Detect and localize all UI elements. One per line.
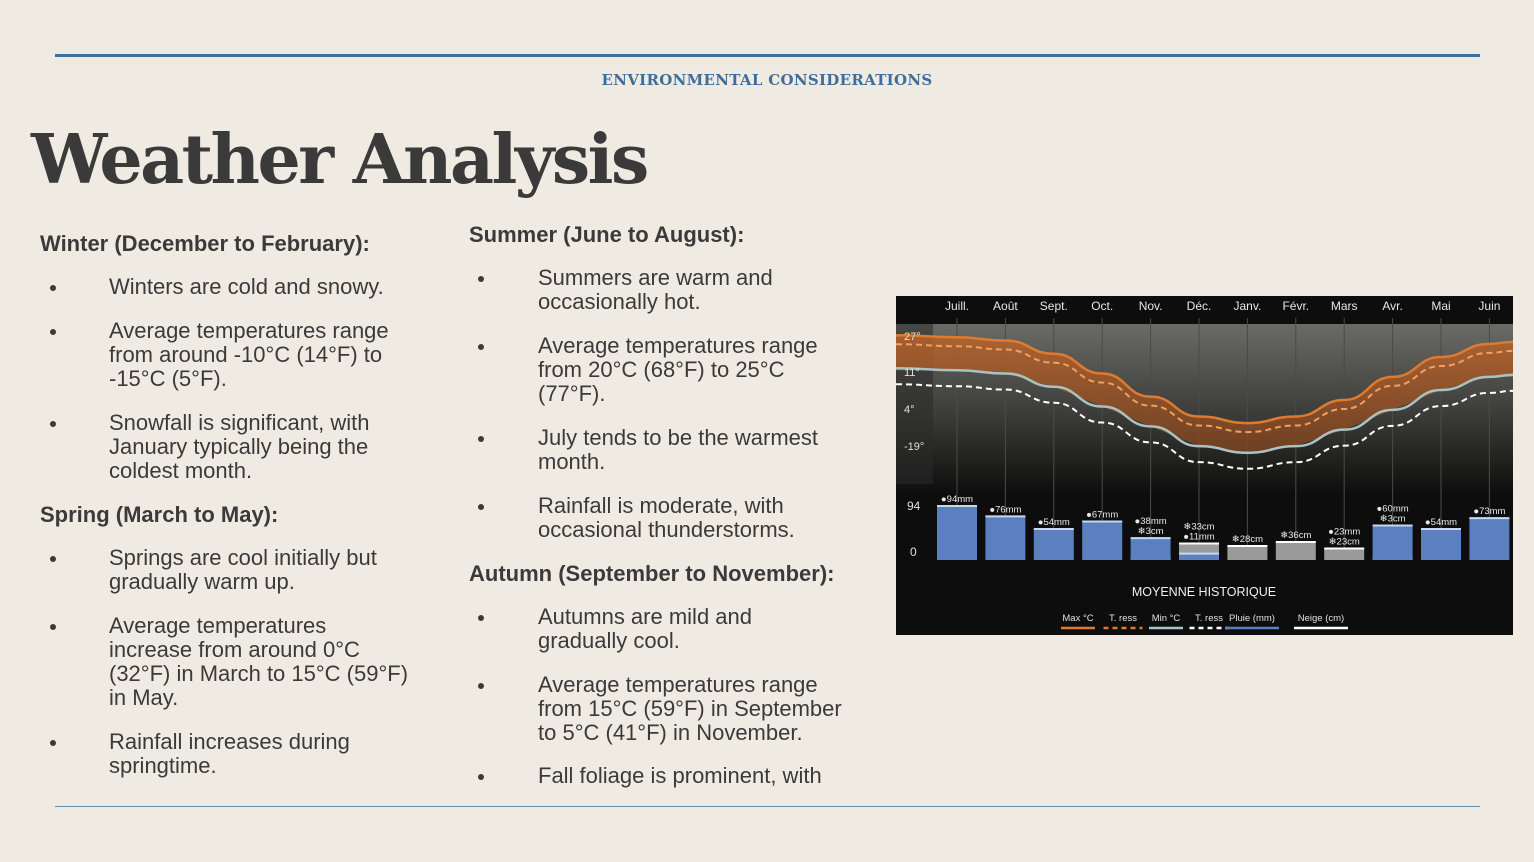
bar-value-label: ●11mm (1183, 531, 1215, 543)
bar-value-label: ●38mm (1134, 516, 1167, 528)
month-label: Déc. (1186, 299, 1212, 313)
temperature-tick: 27° (904, 331, 921, 343)
bullet-text: from 20°C (68°F) to 25°C (538, 357, 785, 382)
climate-chart (896, 296, 1513, 635)
bullet-text: Autumns are mild and (538, 604, 752, 629)
bar-value-label: ❄33cm (1183, 521, 1215, 533)
legend-label: Max °C (1062, 613, 1094, 624)
bullet-dot (50, 740, 56, 746)
month-label: Févr. (1282, 299, 1310, 313)
rain-bar (1082, 522, 1122, 560)
bullet-text: from around -10°C (14°F) to (109, 342, 383, 367)
bullet-text: Snowfall is significant, with (109, 410, 370, 435)
section-heading: Autumn (September to November): (469, 561, 835, 586)
bullet-dot (478, 683, 484, 689)
temperature-tick: 11° (904, 367, 920, 379)
bar-value-label: ●54mm (1037, 516, 1070, 528)
month-label: Avr. (1382, 299, 1403, 313)
section-heading: Summer (June to August): (469, 222, 745, 247)
rain-bar (985, 516, 1025, 560)
bar-value-label: ●54mm (1424, 516, 1458, 528)
bullet-text: from 15°C (59°F) in September (538, 696, 842, 721)
bullet-dot (50, 556, 56, 562)
bullet-text: Fall foliage is prominent, with (538, 763, 822, 788)
legend-label: Pluie (mm) (1229, 613, 1275, 624)
bar-value-label: ❄3cm (1137, 526, 1164, 538)
bullet-text: increase from around 0°C (109, 637, 360, 662)
bullet-text: Average temperatures range (109, 318, 389, 343)
bullet-text: Average temperatures range (538, 672, 818, 697)
bullet-text: Rainfall increases during (109, 729, 350, 754)
month-label: Juill. (944, 299, 970, 313)
bullet-text: Average temperatures (109, 613, 327, 638)
bullet-text: Springs are cool initially but (109, 545, 377, 570)
bullet-dot (478, 504, 484, 510)
rain-bar (1469, 518, 1509, 560)
bar-value-label: ❄23cm (1328, 536, 1360, 548)
bullet-text: coldest month. (109, 458, 253, 483)
bar-value-label: ●67mm (1086, 509, 1119, 521)
bullet-dot (478, 436, 484, 442)
rain-bar (1034, 529, 1074, 560)
section-heading: Spring (March to May): (40, 502, 279, 527)
bullet-text: month. (538, 449, 606, 474)
bullet-text: in May. (109, 685, 179, 710)
precip-tick: 0 (910, 545, 917, 559)
snow-bar (1324, 549, 1364, 561)
precip-tick: 94 (907, 499, 921, 513)
page-title: Weather Analysis (31, 120, 647, 200)
month-label: Mars (1330, 299, 1358, 313)
bullet-text: July tends to be the warmest (538, 425, 819, 450)
bar-value-label: ●60mm (1376, 503, 1409, 515)
climate-chart-svg (896, 296, 1513, 635)
bullet-dot (478, 344, 484, 350)
legend-label: Min °C (1151, 613, 1181, 624)
month-label: Oct. (1091, 299, 1114, 313)
bullet-text: springtime. (109, 753, 217, 778)
bullet-text: gradually warm up. (109, 569, 295, 594)
bullet-text: (77°F). (538, 381, 606, 406)
bar-value-label: ●73mm (1473, 506, 1506, 518)
bar-value-label: ❄3cm (1379, 513, 1406, 525)
legend-label: T. ress (1195, 613, 1223, 624)
bullet-dot (50, 285, 56, 291)
bullet-dot (478, 615, 484, 621)
month-label: Nov. (1138, 299, 1163, 313)
bullet-text: -15°C (5°F). (109, 366, 227, 391)
rain-bar (1421, 529, 1461, 560)
chart-title: MOYENNE HISTORIQUE (1131, 585, 1277, 599)
bullet-text: (32°F) in March to 15°C (59°F) (109, 661, 409, 686)
month-label: Sept. (1039, 299, 1068, 313)
rain-bar (937, 506, 977, 560)
bullet-text: occasional thunderstorms. (538, 517, 795, 542)
bullet-text: Rainfall is moderate, with (538, 493, 784, 518)
month-label: Mai (1431, 299, 1451, 313)
month-label: Juin (1478, 299, 1501, 313)
legend-label: T. ress (1109, 613, 1137, 624)
temperature-tick: -19° (904, 441, 925, 453)
bullet-text: Summers are warm and (538, 265, 773, 290)
temperature-tick: 4° (904, 404, 915, 416)
bar-value-label: ●23mm (1328, 526, 1361, 538)
bottom-divider (55, 806, 1480, 807)
bullet-dot (50, 329, 56, 335)
bullet-text: gradually cool. (538, 628, 680, 653)
bullet-dot (50, 421, 56, 427)
bullet-text: to 5°C (41°F) in November. (538, 720, 803, 745)
bar-value-label: ●76mm (989, 504, 1022, 516)
bullet-dot (50, 624, 56, 630)
month-label: Janv. (1233, 299, 1262, 313)
bar-value-label: ●94mm (940, 494, 974, 505)
top-divider (55, 54, 1480, 57)
bar-value-label: ❄36cm (1280, 530, 1312, 541)
bullet-text: Average temperatures range (538, 333, 818, 358)
rain-bar (1131, 538, 1171, 560)
bullet-dot (478, 276, 484, 282)
bar-value-label: ❄28cm (1231, 534, 1264, 545)
bullet-text: occasionally hot. (538, 289, 701, 314)
snow-bar (1227, 546, 1267, 560)
bullet-text: Winters are cold and snowy. (109, 274, 384, 299)
month-label: Août (993, 299, 1018, 313)
rain-bar (1373, 526, 1413, 560)
bullet-dot (478, 774, 484, 780)
section-kicker: ENVIRONMENTAL CONSIDERATIONS (601, 71, 933, 89)
legend-label: Neige (cm) (1297, 613, 1345, 624)
section-heading: Winter (December to February): (40, 231, 370, 256)
bullet-text: January typically being the (109, 434, 369, 459)
snow-bar (1276, 542, 1316, 560)
